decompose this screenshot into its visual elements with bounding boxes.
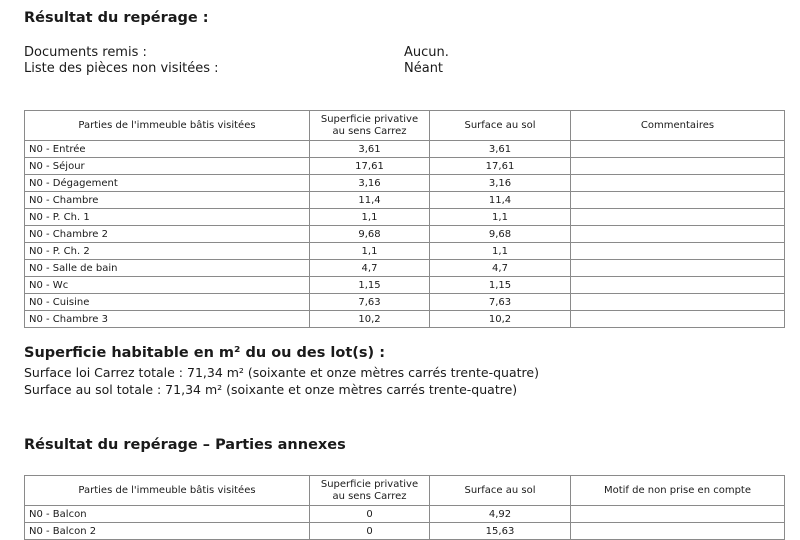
- pieces-value: Néant: [404, 61, 444, 76]
- table-row: [25, 311, 785, 328]
- room-name: N0 - Cuisine: [25, 294, 310, 311]
- carrez-area: 0: [310, 506, 430, 523]
- comment: [571, 243, 785, 260]
- comment: [571, 260, 785, 277]
- docs-value: Aucun.: [404, 45, 449, 60]
- room-name: N0 - Chambre: [25, 192, 310, 209]
- room-name: N0 - Chambre 3: [25, 311, 310, 328]
- rooms-table: [24, 110, 785, 328]
- comment: [571, 311, 785, 328]
- carrez-area: 9,68: [310, 226, 430, 243]
- floor-area: 4,92: [430, 506, 571, 523]
- table-row: [25, 141, 785, 158]
- carrez-area: 3,61: [310, 141, 430, 158]
- carrez-area: 11,4: [310, 192, 430, 209]
- carrez-area: 1,1: [310, 243, 430, 260]
- floor-area: 3,16: [430, 175, 571, 192]
- pieces-label: Liste des pièces non visitées :: [24, 61, 219, 76]
- table-row: [25, 226, 785, 243]
- comment: [571, 141, 785, 158]
- section-title-annexes: Résultat du repérage – Parties annexes: [24, 437, 346, 453]
- col-header: Parties de l'immeuble bâtis visitées: [25, 111, 310, 141]
- table-row: [25, 506, 785, 523]
- carrez-area: 7,63: [310, 294, 430, 311]
- room-name: N0 - P. Ch. 1: [25, 209, 310, 226]
- comment: [571, 506, 785, 523]
- col-header: Superficie privative au sens Carrez: [310, 476, 430, 506]
- comment: [571, 158, 785, 175]
- carrez-area: 1,1: [310, 209, 430, 226]
- table-row: [25, 294, 785, 311]
- floor-area: 7,63: [430, 294, 571, 311]
- floor-area: 11,4: [430, 192, 571, 209]
- carrez-total: Surface loi Carrez totale : 71,34 m² (soixante et onze mètres carrés trente-quatre): [24, 365, 539, 380]
- table-row: [25, 175, 785, 192]
- floor-area: 10,2: [430, 311, 571, 328]
- section-title-result: Résultat du repérage :: [24, 10, 209, 26]
- floor-area: 15,63: [430, 523, 571, 540]
- annexes-table: [24, 475, 785, 540]
- floor-area: 9,68: [430, 226, 571, 243]
- floor-area: 1,1: [430, 209, 571, 226]
- table-row: [25, 243, 785, 260]
- room-name: N0 - Dégagement: [25, 175, 310, 192]
- comment: [571, 175, 785, 192]
- carrez-area: 3,16: [310, 175, 430, 192]
- col-header: Parties de l'immeuble bâtis visitées: [25, 476, 310, 506]
- sol-total: Surface au sol totale : 71,34 m² (soixante et onze mètres carrés trente-quatre): [24, 382, 518, 397]
- comment: [571, 192, 785, 209]
- section-title-surface: Superficie habitable en m² du ou des lot(s) :: [24, 345, 386, 361]
- col-header: Surface au sol: [430, 111, 571, 141]
- carrez-area: 10,2: [310, 311, 430, 328]
- table-row: [25, 260, 785, 277]
- carrez-area: 17,61: [310, 158, 430, 175]
- floor-area: 1,1: [430, 243, 571, 260]
- floor-area: 17,61: [430, 158, 571, 175]
- table-row: [25, 158, 785, 175]
- room-name: N0 - Balcon 2: [25, 523, 310, 540]
- room-name: N0 - P. Ch. 2: [25, 243, 310, 260]
- docs-label: Documents remis :: [24, 45, 147, 60]
- floor-area: 4,7: [430, 260, 571, 277]
- comment: [571, 209, 785, 226]
- room-name: N0 - Wc: [25, 277, 310, 294]
- carrez-area: 0: [310, 523, 430, 540]
- col-header: Motif de non prise en compte: [571, 476, 785, 506]
- carrez-area: 4,7: [310, 260, 430, 277]
- room-name: N0 - Séjour: [25, 158, 310, 175]
- comment: [571, 294, 785, 311]
- room-name: N0 - Balcon: [25, 506, 310, 523]
- room-name: N0 - Chambre 2: [25, 226, 310, 243]
- floor-area: 1,15: [430, 277, 571, 294]
- col-header: Surface au sol: [430, 476, 571, 506]
- comment: [571, 226, 785, 243]
- comment: [571, 277, 785, 294]
- room-name: N0 - Entrée: [25, 141, 310, 158]
- table-row: [25, 209, 785, 226]
- col-header: Superficie privative au sens Carrez: [310, 111, 430, 141]
- room-name: N0 - Salle de bain: [25, 260, 310, 277]
- table-row: [25, 192, 785, 209]
- floor-area: 3,61: [430, 141, 571, 158]
- carrez-area: 1,15: [310, 277, 430, 294]
- table-row: [25, 277, 785, 294]
- col-header: Commentaires: [571, 111, 785, 141]
